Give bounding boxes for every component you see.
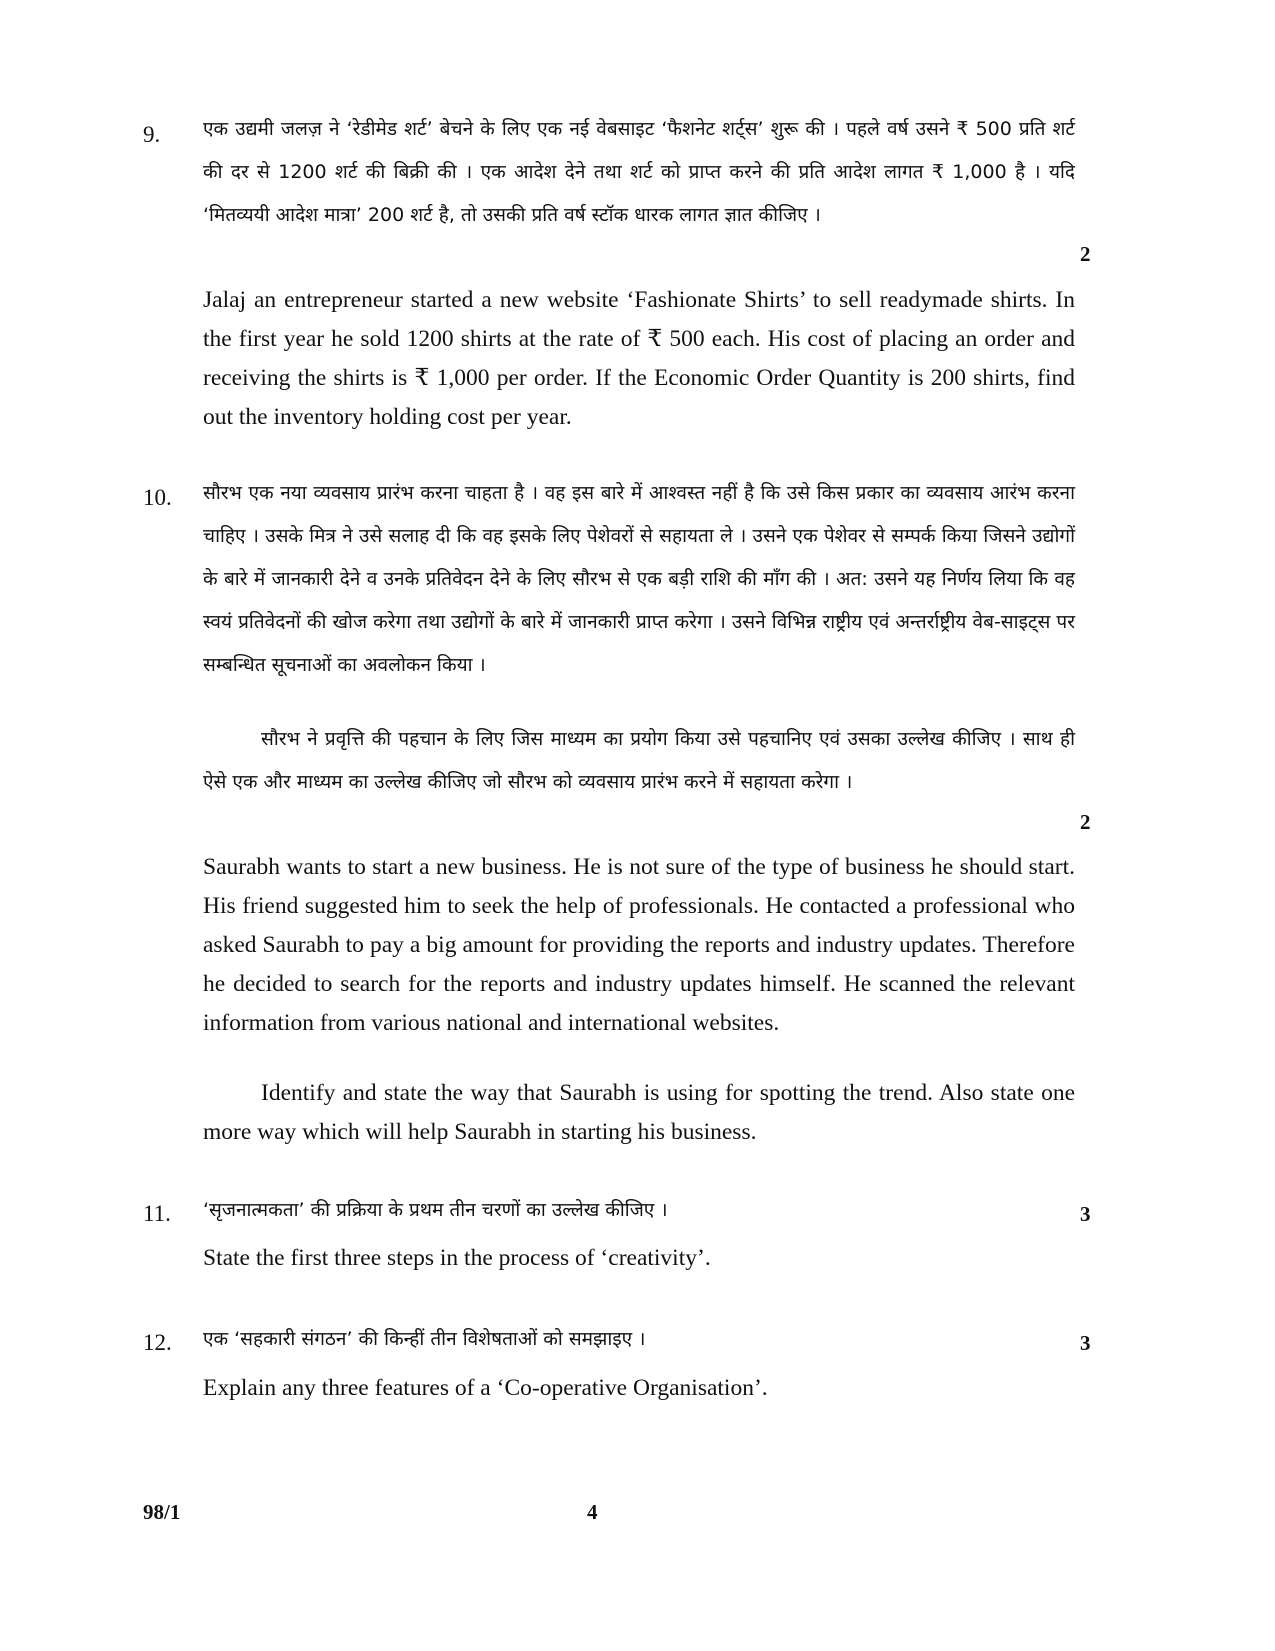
question-text-hindi: सौरभ एक नया व्यवसाय प्रारंभ करना चाहता है । वह इस बारे में आश्वस्त नहीं है कि उसे किस प्रकार का व्यवसाय आरंभ करना चाहिए । उसके मित्र ने उसे सलाह दी कि वह इसके लिए पेशेवरों से सहायता ले । उसने एक पेशेवर से सम्पर्क किया जिसने उद्योगों के बारे में जानकारी देने व उनके प्रतिवेदन देने के लिए सौरभ से एक बड़ी राशि की माँग की । अत: उसने यह निर्णय लिया कि वह स्वयं प्रतिवेदनों की खोज करेगा तथा उद्योगों के बारे में जानकारी प्राप्त करेगा । उसने विभिन्न राष्ट्रीय एवं अन्तर्राष्ट्रीय वेब-साइट्स पर सम्बन्धित सूचनाओं का अवलोकन किया । — [203, 482, 1075, 676]
question-text-english: State the first three steps in the process of ‘creativity’. — [203, 1245, 711, 1271]
question-number: 11. — [143, 1201, 171, 1226]
question-prompt-english: Identify and state the way that Saurabh is using for spotting the trend. Also state one more way which will help Saurabh in starting his business. — [203, 1080, 1075, 1145]
question-text-english: Saurabh wants to start a new business. He is not sure of the type of business he should start. His friend suggested him to seek the help of professionals. He contacted a professional who asked Saurabh to pay a big amount for providing the reports and industry updates. Therefore he decided to search for the reports and industry updates himself. He scanned the relevant information from various national and international websites. — [203, 854, 1075, 1036]
question-text-hindi: एक ‘सहकारी संगठन’ की किन्हीं तीन विशेषताओं को समझाइए । — [203, 1328, 646, 1350]
page-number: 4 — [587, 1500, 598, 1524]
marks: 2 — [1080, 810, 1091, 834]
marks: 2 — [1080, 242, 1091, 266]
question-text-hindi: ‘सृजनात्मकता’ की प्रक्रिया के प्रथम तीन चरणों का उल्लेख कीजिए । — [203, 1199, 668, 1221]
question-text-english: Jalaj an entrepreneur started a new website ‘Fashionate Shirts’ to sell readymade shirts. In the first year he sold 1200 shirts at the rate of ₹ 500 each. His cost of placing an order and receiving the shirts is ₹ 1,000 per order. If the Economic Order Quantity is 200 shirts, find out the inventory holding cost per year. — [203, 287, 1075, 430]
question-text-english: Explain any three features of a ‘Co-operative Organisation’. — [203, 1375, 768, 1401]
question-number: 9. — [143, 122, 161, 147]
paper-code: 98/1 — [143, 1500, 181, 1524]
marks: 3 — [1080, 1331, 1091, 1355]
question-text-hindi: एक उद्यमी जलज़ ने ‘रेडीमेड शर्ट’ बेचने के लिए एक नई वेबसाइट ‘फैशनेट शर्ट्स’ शुरू की । पहले वर्ष उसने ₹ 500 प्रति शर्ट की दर से 1200 शर्ट की बिक्री की । एक आदेश देने तथा शर्ट को प्राप्त करने की प्रति आदेश लागत ₹ 1,000 है । यदि ‘मितव्ययी आदेश मात्रा’ 200 शर्ट है, तो उसकी प्रति वर्ष स्टॉक धारक लागत ज्ञात कीजिए । — [203, 118, 1075, 226]
question-prompt-hindi: सौरभ ने प्रवृत्ति की पहचान के लिए जिस माध्यम का प्रयोग किया उसे पहचानिए एवं उसका उल्लेख कीजिए । साथ ही ऐसे एक और माध्यम का उल्लेख कीजिए जो सौरभ को व्यवसाय प्रारंभ करने में सहायता करेगा । — [203, 728, 1075, 793]
marks: 3 — [1080, 1202, 1091, 1226]
question-number: 10. — [143, 485, 172, 510]
question-number: 12. — [143, 1330, 172, 1355]
